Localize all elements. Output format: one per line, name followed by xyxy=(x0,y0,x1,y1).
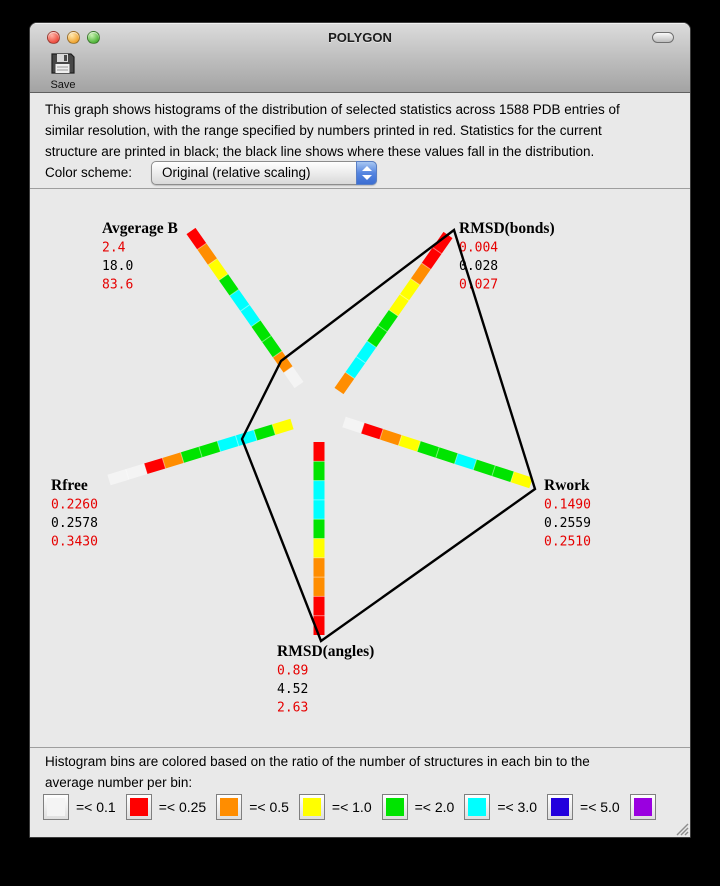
description-line: This graph shows histograms of the distribution of selected statistics across 1588 PDB entries of xyxy=(45,102,620,117)
swatch-color xyxy=(47,798,65,816)
legend-bin xyxy=(216,794,299,820)
histogram-segment xyxy=(256,323,267,338)
legend-bin xyxy=(43,794,126,820)
axis-value: 0.2559 xyxy=(544,516,591,531)
legend-bins xyxy=(43,794,673,820)
description-line: similar resolution, with the range specified by numbers printed in red. Statistics for the current xyxy=(45,123,602,138)
divider xyxy=(30,747,690,748)
histogram-segment xyxy=(146,463,164,469)
histogram-segment xyxy=(339,375,350,391)
axis-value: 0.2510 xyxy=(544,534,591,550)
description-text xyxy=(45,99,681,162)
histogram-segment xyxy=(419,446,438,452)
axis-title: Rwork xyxy=(544,477,590,494)
axis-value: 0.1490 xyxy=(544,497,591,513)
histogram-segment xyxy=(494,471,513,477)
histogram-segment xyxy=(394,297,405,313)
polygon-window xyxy=(29,22,691,838)
axis-value: 0.3430 xyxy=(51,534,98,550)
legend-line: Histogram bins are colored based on the ratio of the number of structures in each bin to the xyxy=(45,754,590,769)
legend-bin xyxy=(382,794,465,820)
legend-bin xyxy=(464,794,547,820)
title-bar[interactable] xyxy=(30,23,690,51)
histogram-segment xyxy=(512,477,531,483)
axis-title: Avgerage B xyxy=(102,220,178,237)
save-icon xyxy=(50,51,76,75)
color-scheme-dropdown[interactable] xyxy=(151,161,377,185)
swatch-color xyxy=(551,798,569,816)
axis-value: 4.52 xyxy=(277,682,309,697)
axis-value: 0.004 xyxy=(459,240,499,256)
legend-swatch-blue xyxy=(547,794,573,820)
axis-value: 2.4 xyxy=(102,240,126,256)
histogram-segment xyxy=(213,262,224,277)
histogram-segment xyxy=(191,231,202,246)
histogram-segment xyxy=(288,370,299,385)
save-button-label: Save xyxy=(50,79,76,91)
histogram-segment xyxy=(182,452,200,458)
legend-bin-label: =< 0.1 xyxy=(76,799,116,815)
legend-swatch-yellow xyxy=(299,794,325,820)
axis-value: 0.2578 xyxy=(51,516,98,531)
histogram-segment xyxy=(201,446,219,452)
histogram-segment xyxy=(475,465,494,471)
legend-bin-label: =< 2.0 xyxy=(414,799,455,815)
legend-swatch-cyan xyxy=(464,794,490,820)
axis-title: RMSD(bonds) xyxy=(459,220,555,237)
divider xyxy=(30,188,690,189)
save-button[interactable] xyxy=(42,51,84,92)
chevron-up-icon xyxy=(362,166,372,171)
histogram-segment xyxy=(255,430,273,436)
swatch-color xyxy=(130,798,148,816)
chevron-down-icon xyxy=(362,175,372,180)
axis-title: Rfree xyxy=(51,477,88,494)
histogram-segment xyxy=(267,339,278,354)
window-title: POLYGON xyxy=(328,30,392,45)
histogram-segment xyxy=(426,251,437,267)
dropdown-stepper xyxy=(356,161,377,185)
legend-bin xyxy=(299,794,382,820)
legend-bin-label: =< 5.0 xyxy=(580,799,620,815)
histogram-segment xyxy=(415,266,426,282)
window-chrome xyxy=(30,23,690,93)
toolbar-toggle-button[interactable] xyxy=(652,32,674,43)
histogram-segment xyxy=(237,435,255,441)
legend-bin xyxy=(630,794,673,820)
legend-bin xyxy=(547,794,630,820)
histogram-segment xyxy=(274,424,292,430)
histogram-segment xyxy=(456,459,475,465)
legend-line: average number per bin: xyxy=(45,775,193,790)
legend-swatch-green xyxy=(382,794,408,820)
histogram-segment xyxy=(383,313,394,329)
histogram-segment xyxy=(381,434,400,440)
legend-text xyxy=(45,751,681,793)
swatch-color xyxy=(468,798,486,816)
histogram-segment xyxy=(223,277,234,292)
resize-grip[interactable] xyxy=(674,821,689,836)
legend-swatch-white xyxy=(43,794,69,820)
histogram-segment xyxy=(361,344,372,360)
swatch-color xyxy=(220,798,238,816)
histogram-segment xyxy=(109,474,127,480)
legend-bin-label: =< 1.0 xyxy=(331,799,372,815)
histogram-segment xyxy=(344,422,363,428)
axis-value: 2.63 xyxy=(277,700,309,716)
legend-bin-label: =< 0.5 xyxy=(249,799,289,815)
histogram-segment xyxy=(363,428,382,434)
color-scheme-label: Color scheme: xyxy=(45,165,133,180)
histogram-segment xyxy=(202,246,213,261)
polygon-plot xyxy=(30,190,690,747)
histogram-segment xyxy=(234,293,245,308)
swatch-color xyxy=(386,798,404,816)
legend-swatch-red xyxy=(126,794,152,820)
legend-swatch-orange xyxy=(216,794,242,820)
color-scheme-selected: Original (relative scaling) xyxy=(162,165,311,180)
swatch-color xyxy=(303,798,321,816)
histogram-segment xyxy=(350,360,361,376)
legend-bin xyxy=(126,794,217,820)
axis-value: 0.89 xyxy=(277,663,309,679)
histogram-segment xyxy=(127,469,145,475)
legend-swatch-purple xyxy=(630,794,656,820)
legend-bin-label: =< 0.25 xyxy=(158,799,207,815)
axis-title: RMSD(angles) xyxy=(277,643,375,660)
axis-value: 0.027 xyxy=(459,277,499,293)
swatch-color xyxy=(634,798,652,816)
histogram-segment xyxy=(164,458,182,464)
histogram-segment xyxy=(438,453,457,459)
histogram-segment xyxy=(372,329,383,345)
histogram-segment xyxy=(400,440,419,446)
axis-value: 83.6 xyxy=(102,277,134,293)
description-line: structure are printed in black; the black line shows where these values fall in the distribution. xyxy=(45,144,595,159)
legend-bin-label: =< 3.0 xyxy=(497,799,538,815)
axis-value: 18.0 xyxy=(102,259,134,274)
axis-value: 0.028 xyxy=(459,259,499,274)
histogram-segment xyxy=(219,441,237,447)
histogram-segment xyxy=(404,282,415,298)
histogram-segment xyxy=(245,308,256,323)
axis-value: 0.2260 xyxy=(51,497,98,513)
